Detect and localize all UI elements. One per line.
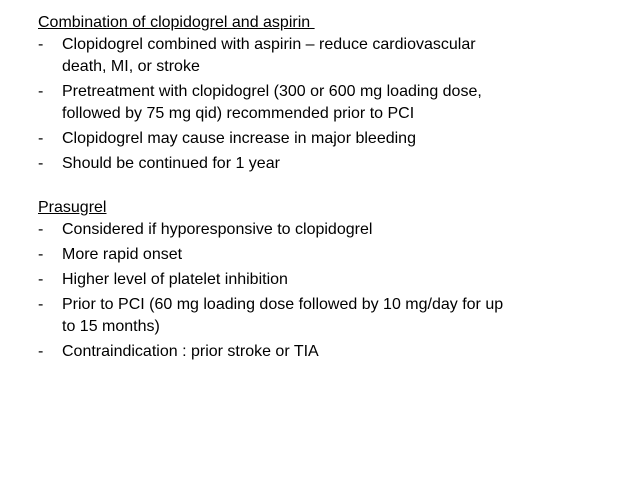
bullet-item [38, 294, 618, 338]
bullet-item [38, 341, 618, 363]
bullet-item [38, 153, 618, 175]
bullet-text: More rapid onset [62, 246, 183, 263]
bullet-text: Prior to PCI (60 mg loading dose followed by 10 mg/day for up [62, 296, 504, 313]
bullet-text: Should be continued for 1 year [62, 155, 280, 172]
bullet-item [38, 81, 618, 125]
section-heading: Combination of clopidogrel and aspirin [38, 14, 315, 31]
bullet-marker: - [38, 246, 44, 263]
section-clopidogrel-aspirin [38, 12, 618, 175]
bullet-list [38, 34, 618, 175]
bullet-item [38, 244, 618, 266]
bullet-text: Clopidogrel combined with aspirin – reduce cardiovascular [62, 36, 476, 53]
bullet-text: Pretreatment with clopidogrel (300 or 600 mg loading dose, [62, 83, 482, 100]
bullet-marker: - [38, 83, 44, 100]
slide-content [38, 12, 618, 366]
bullet-marker: - [38, 130, 44, 147]
bullet-text: Contraindication : prior stroke or TIA [62, 343, 319, 360]
section-heading: Prasugrel [38, 199, 107, 216]
bullet-text: death, MI, or stroke [62, 58, 200, 75]
bullet-marker: - [38, 343, 44, 360]
bullet-item [38, 34, 618, 78]
bullet-text: Clopidogrel may cause increase in major bleeding [62, 130, 416, 147]
bullet-item [38, 128, 618, 150]
bullet-marker: - [38, 271, 44, 288]
section-prasugrel [38, 197, 618, 363]
bullet-marker: - [38, 296, 44, 313]
bullet-text: to 15 months) [62, 318, 160, 335]
bullet-marker: - [38, 155, 44, 172]
bullet-item [38, 269, 618, 291]
bullet-text: Higher level of platelet inhibition [62, 271, 288, 288]
bullet-text: Considered if hyporesponsive to clopidogrel [62, 221, 373, 238]
bullet-marker: - [38, 36, 44, 53]
bullet-text: followed by 75 mg qid) recommended prior to PCI [62, 105, 415, 122]
bullet-item [38, 219, 618, 241]
bullet-marker: - [38, 221, 44, 238]
bullet-list [38, 219, 618, 363]
